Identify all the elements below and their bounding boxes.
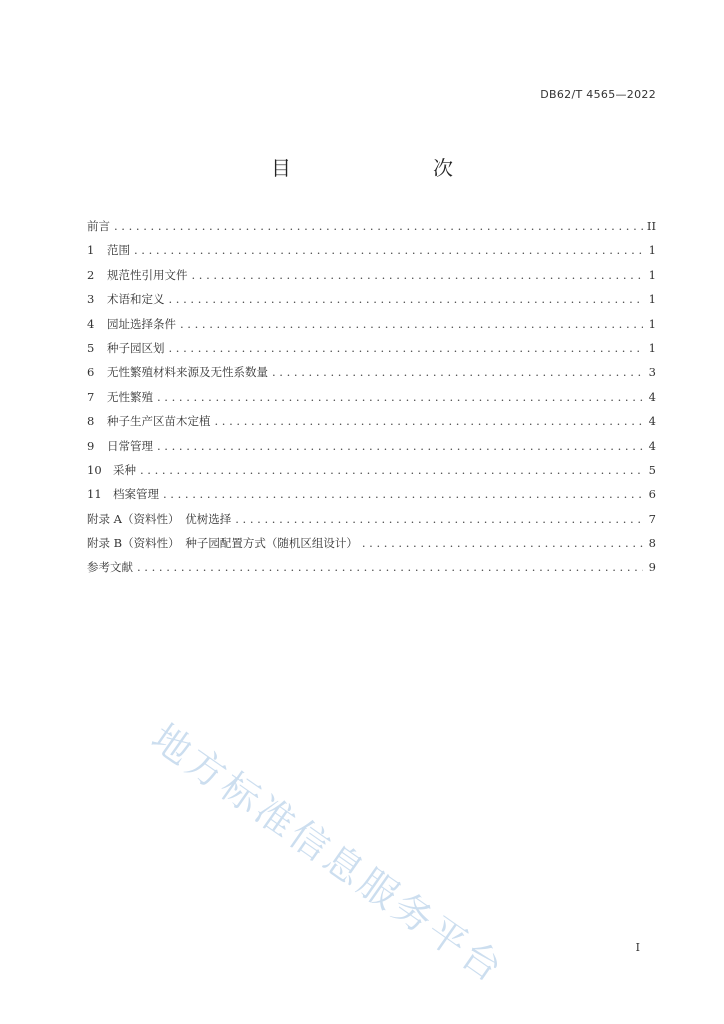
toc-entry-number: 1: [87, 243, 95, 258]
toc-dot-leader: [114, 219, 643, 233]
toc-entry-label: 参考文献: [87, 560, 133, 575]
toc-entry-label: 附录 A（资料性） 优树选择: [87, 511, 232, 526]
toc-entry-number: 3: [87, 292, 95, 307]
toc-entry-foreword[interactable]: [87, 218, 656, 242]
toc-entry-page: 7: [648, 511, 656, 526]
toc-entry-page: 1: [648, 267, 656, 282]
toc-entry-page: 1: [648, 292, 656, 307]
toc-entry-number: 11: [87, 487, 102, 502]
toc-dot-leader: [215, 414, 644, 428]
toc-entry-label: 园址选择条件: [107, 316, 176, 331]
toc-dot-leader: [157, 439, 643, 453]
toc-entry-page: 1: [648, 340, 656, 355]
toc-entry-label: 日常管理: [107, 438, 153, 453]
page-title: 目 次: [271, 156, 487, 180]
toc-entry-number: 7: [87, 389, 95, 404]
toc-entry-label: 无性繁殖材料来源及无性系数量: [107, 365, 268, 380]
toc-entry-page: 6: [648, 487, 656, 502]
table-of-contents: [87, 218, 656, 584]
toc-entry-6[interactable]: [87, 364, 656, 388]
toc-entry-label: 规范性引用文件: [107, 267, 188, 282]
toc-entry-5[interactable]: [87, 340, 656, 364]
toc-entry-appendix-a[interactable]: [87, 511, 656, 535]
toc-dot-leader: [235, 512, 643, 526]
toc-dot-leader: [272, 365, 643, 379]
toc-dot-leader: [362, 536, 643, 550]
toc-entry-page: 5: [648, 462, 656, 477]
toc-entry-label: 附录 B（资料性） 种子园配置方式（随机区组设计）: [87, 536, 358, 551]
toc-dot-leader: [137, 560, 643, 574]
toc-entry-appendix-b[interactable]: [87, 535, 656, 559]
toc-entry-11[interactable]: [87, 486, 656, 510]
toc-entry-page: 3: [648, 365, 656, 380]
toc-entry-page: II: [646, 219, 656, 233]
toc-dot-leader: [192, 268, 644, 282]
toc-entry-page: 4: [648, 414, 656, 429]
toc-entry-label: 种子生产区苗木定植: [107, 414, 211, 429]
toc-entry-label: 采种: [113, 462, 136, 477]
toc-entry-7[interactable]: [87, 389, 656, 413]
toc-entry-page: 1: [648, 243, 656, 258]
toc-entry-page: 9: [648, 560, 656, 575]
toc-entry-label: 种子园区划: [107, 340, 165, 355]
toc-entry-8[interactable]: [87, 413, 656, 437]
toc-dot-leader: [163, 487, 643, 501]
toc-entry-number: 4: [87, 316, 95, 331]
toc-dot-leader: [157, 390, 643, 404]
toc-entry-label: 范围: [107, 243, 130, 258]
toc-dot-leader: [180, 317, 643, 331]
standard-code: DB62/T 4565—2022: [540, 88, 656, 101]
toc-entry-references[interactable]: [87, 559, 656, 583]
toc-dot-leader: [140, 463, 643, 477]
toc-entry-label: 前言: [87, 219, 110, 233]
toc-entry-label: 术语和定义: [107, 292, 165, 307]
toc-entry-2[interactable]: [87, 267, 656, 291]
toc-entry-number: 2: [87, 267, 95, 282]
toc-dot-leader: [169, 341, 644, 355]
page-number: I: [635, 941, 640, 954]
toc-entry-1[interactable]: [87, 242, 656, 266]
toc-entry-label: 无性繁殖: [107, 389, 153, 404]
toc-entry-number: 6: [87, 365, 95, 380]
toc-entry-number: 8: [87, 414, 95, 429]
toc-entry-4[interactable]: [87, 316, 656, 340]
watermark: 地方标准信息服务平台: [143, 715, 513, 993]
toc-entry-3[interactable]: [87, 291, 656, 315]
toc-entry-number: 10: [87, 462, 102, 477]
toc-entry-page: 1: [648, 316, 656, 331]
toc-entry-page: 4: [648, 389, 656, 404]
toc-dot-leader: [169, 292, 644, 306]
toc-entry-10[interactable]: [87, 462, 656, 486]
toc-entry-page: 8: [648, 536, 656, 551]
toc-entry-number: 5: [87, 340, 95, 355]
toc-entry-9[interactable]: [87, 438, 656, 462]
toc-entry-number: 9: [87, 438, 95, 453]
toc-dot-leader: [134, 243, 643, 257]
toc-entry-label: 档案管理: [113, 487, 159, 502]
toc-entry-page: 4: [648, 438, 656, 453]
